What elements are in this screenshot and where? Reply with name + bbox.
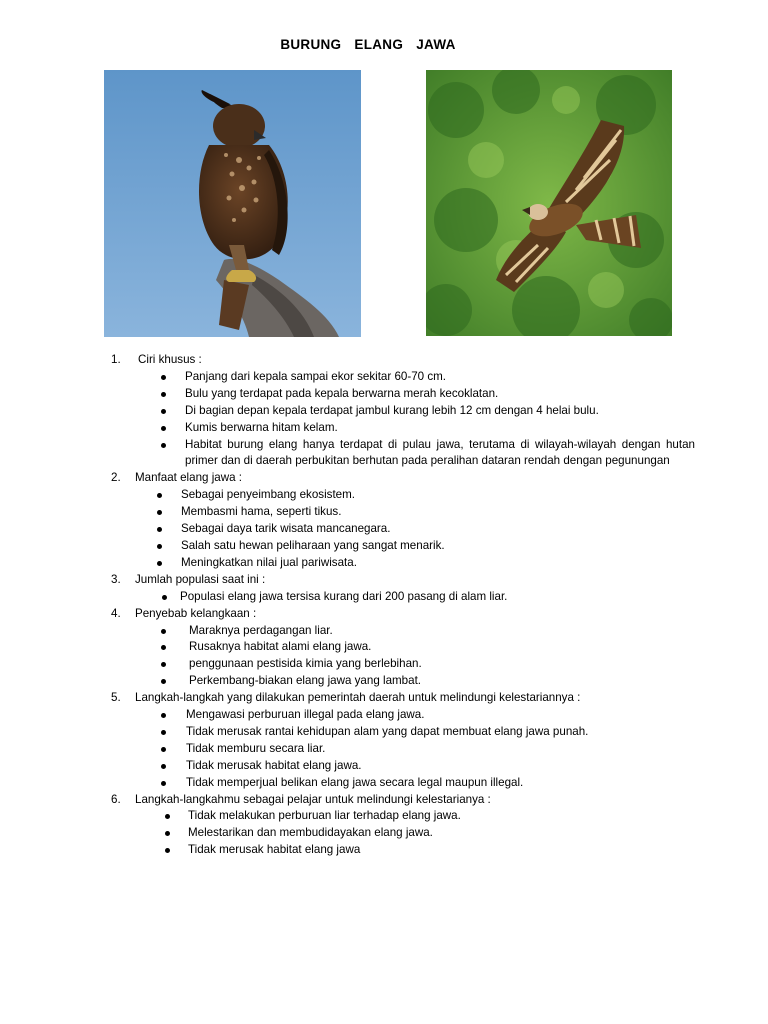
list-item: penggunaan pestisida kimia yang berlebihan. <box>0 656 768 673</box>
bullet-icon <box>162 595 167 600</box>
bullet-icon <box>157 561 162 566</box>
section-heading: Ciri khusus : <box>138 353 202 366</box>
list-item: Tidak merusak habitat elang jawa <box>0 842 768 859</box>
list-item: Perkembang-biakan elang jawa yang lambat. <box>0 673 768 690</box>
list-item: Tidak memperjual belikan elang jawa secara legal maupun illegal. <box>0 775 768 792</box>
section-penyebab-kelangkaan <box>0 606 768 691</box>
list-item: Tidak merusak habitat elang jawa. <box>0 758 768 775</box>
list-item: Salah satu hewan peliharaan yang sangat menarik. <box>0 538 768 555</box>
section-heading: Jumlah populasi saat ini : <box>135 572 266 586</box>
section-number: 2. <box>111 471 121 485</box>
section-langkah-pelajar <box>0 792 768 860</box>
list-item: Di bagian depan kepala terdapat jambul kurang lebih 12 cm dengan 4 helai bulu. <box>0 403 768 420</box>
list-item: Tidak melakukan perburuan liar terhadap elang jawa. <box>0 808 768 825</box>
bullet-icon <box>161 409 166 414</box>
list-item: Tidak memburu secara liar. <box>0 741 768 758</box>
bullet-icon <box>161 392 166 397</box>
bullet-icon <box>161 747 166 752</box>
bullet-icon <box>161 730 166 735</box>
section-manfaat <box>0 470 768 571</box>
document-title: BURUNG ELANG JAWA <box>280 37 456 52</box>
section-heading: Penyebab kelangkaan : <box>135 606 257 620</box>
list-item: Sebagai daya tarik wisata mancanegara. <box>0 521 768 538</box>
section-number: 6. <box>111 792 121 806</box>
bullet-icon <box>161 764 166 769</box>
bullet-icon <box>161 426 166 431</box>
bullet-icon <box>157 544 162 549</box>
list-item: Maraknya perdagangan liar. <box>0 623 768 640</box>
section-langkah-pemerintah <box>0 690 768 791</box>
flying-javan-hawk-eagle-photo <box>426 70 672 336</box>
list-item: Bulu yang terdapat pada kepala berwarna merah kecoklatan. <box>0 386 768 403</box>
section-jumlah-populasi <box>0 572 768 606</box>
list-item: Panjang dari kepala sampai ekor sekitar 60-70 cm. <box>0 369 768 386</box>
section-number: 1. <box>111 353 121 366</box>
section-heading: Langkah-langkah yang dilakukan pemerintah daerah untuk melindungi kelestariannya : <box>135 691 581 705</box>
bullet-icon <box>161 713 166 718</box>
section-number: 4. <box>111 606 121 620</box>
perched-javan-hawk-eagle-photo <box>104 70 361 337</box>
list-item: Membasmi hama, seperti tikus. <box>0 504 768 521</box>
list-item: Tidak merusak rantai kehidupan alam yang dapat membuat elang jawa punah. <box>0 724 768 741</box>
list-item: Meningkatkan nilai jual pariwisata. <box>0 555 768 572</box>
bullet-icon <box>161 443 166 448</box>
list-item: Rusaknya habitat alami elang jawa. <box>0 639 768 656</box>
section-heading: Manfaat elang jawa : <box>135 471 242 485</box>
section-heading: Langkah-langkahmu sebagai pelajar untuk melindungi kelestarianya : <box>135 792 491 806</box>
document-body <box>0 352 768 859</box>
section-number: 5. <box>111 691 121 705</box>
bullet-icon <box>161 629 166 634</box>
section-ciri-khusus <box>0 352 768 470</box>
section-number: 3. <box>111 572 121 586</box>
list-item: Kumis berwarna hitam kelam. <box>0 420 768 437</box>
list-item: Mengawasi perburuan illegal pada elang jawa. <box>0 707 768 724</box>
list-item: Sebagai penyeimbang ekosistem. <box>0 487 768 504</box>
bullet-icon <box>161 375 166 380</box>
list-item: Habitat burung elang hanya terdapat di pulau jawa, terutama di wilayah-wilayah dengan hutan primer dan di daerah perbukitan berhutan pada peralihan dataran rendah dengan pegunungan <box>0 437 768 471</box>
list-item: Populasi elang jawa tersisa kurang dari 200 pasang di alam liar. <box>0 589 768 606</box>
list-item: Melestarikan dan membudidayakan elang jawa. <box>0 825 768 842</box>
bullet-icon <box>161 781 166 786</box>
